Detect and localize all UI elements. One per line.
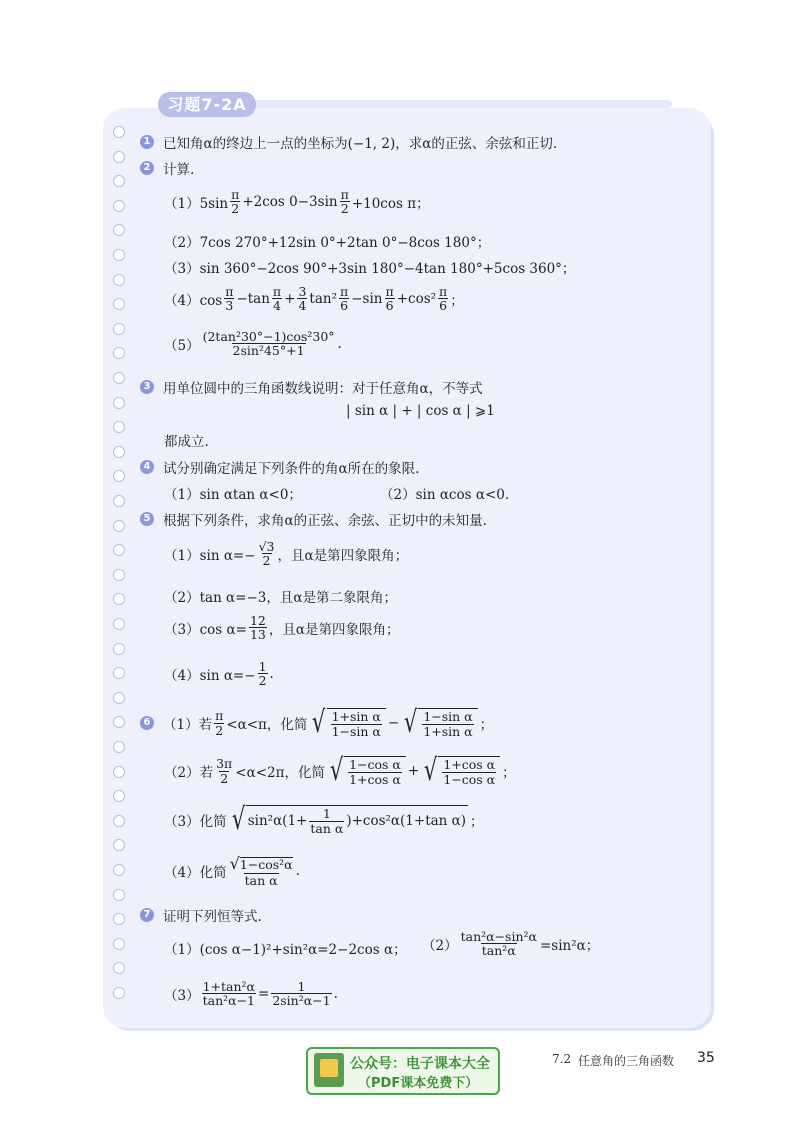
fraction: $\frac{\pi}{2}$ xyxy=(340,187,349,217)
problem-6-2: （2）若 $\frac{3\pi}{2}$ <α<2π，化简 √ $\frac{\text{1−cos α}}{\text{1+cos α}}$ + √ $\frac{\text{1+cos α}}{\text{1−cos α}}$ ； xyxy=(164,753,516,788)
binder-ring-icon xyxy=(113,766,125,778)
problem-4-1: （1）sin αtan α<0； xyxy=(164,487,302,503)
problem-5-3: （3）cos α= $\frac{12}{13}$ ，且α是第四象限角； xyxy=(164,613,400,643)
problem-5-2: （2）tan α=−3，且α是第二象限角； xyxy=(164,590,397,606)
binder-ring-icon xyxy=(113,864,125,876)
binder-ring-icon xyxy=(113,249,125,261)
problem-3-formula: | sin α | + | cos α | ⩾1 xyxy=(346,403,495,419)
sqrt: √ $\frac{\text{1+sin α}}{\text{1−sin α}}$ xyxy=(309,708,385,738)
footer-section: 7.2 xyxy=(552,1052,572,1066)
fraction: $\frac{\pi}{2}$ xyxy=(231,187,240,217)
problem-3 xyxy=(140,377,483,397)
problem-1 xyxy=(140,132,557,152)
binder-ring-icon xyxy=(113,569,125,581)
problem-7-3: （3） $\frac{\text{1+tan²α}}{\text{tan²α−1}}$ = $\frac{1}{\text{2sin²α−1}}$ . xyxy=(164,979,338,1009)
footer-chapter: 任意角的三角函数 xyxy=(578,1054,675,1068)
binder-ring-icon xyxy=(113,987,125,999)
problem-5 xyxy=(140,509,487,529)
problem-text: 试分别确定满足下列条件的角α所在的象限. xyxy=(163,461,420,477)
watermark-line2: （PDF课本免费下） xyxy=(358,1076,479,1091)
problem-7-1: （1）(cos α−1)²+sin²α=2−2cos α； xyxy=(164,942,407,958)
binder-ring-icon xyxy=(113,692,125,704)
watermark xyxy=(306,1047,500,1095)
problem-5-4: （4）sin α=− $\frac{1}{2}$ . xyxy=(164,659,274,689)
binder-ring-icon xyxy=(113,889,125,901)
binder-ring-icon xyxy=(113,126,125,138)
problem-2-2: （2）7cos 270°+12sin 0°+2tan 0°−8cos 180°； xyxy=(164,235,491,251)
problem-2-3: （3）sin 360°−2cos 90°+3sin 180°−4tan 180°+5cos 360°； xyxy=(164,261,576,277)
binder-ring-icon xyxy=(113,274,125,286)
binder-ring-icon xyxy=(113,372,125,384)
binder-ring-icon xyxy=(113,200,125,212)
watermark-line1: 公众号：电子课本大全 xyxy=(350,1056,490,1072)
expr-text: +10cos π； xyxy=(351,195,430,212)
problem-6-4: （4）化简 √ 1−cos²α tan α . xyxy=(164,854,300,888)
binder-ring-icon xyxy=(113,397,125,409)
problem-6-3: （3）化简 √ sin²α(1+ $\frac{1}{\text{tan α}}$ )+cos²α(1+tan α) ； xyxy=(164,802,484,837)
problem-7-2: （2） $\frac{\text{tan²α−sin²α}}{\text{tan²α}}$ =sin²α； xyxy=(422,929,600,959)
section-tag: 习题7-2A xyxy=(158,92,256,117)
problem-number: 1 xyxy=(140,135,154,149)
sqrt: √ $\frac{\text{1+cos α}}{\text{1−cos α}}$ xyxy=(421,756,500,786)
binder-ring-icon xyxy=(113,151,125,163)
tab-underline xyxy=(254,100,672,108)
problem-4-2: （2）sin αcos α<0. xyxy=(380,487,510,503)
problem-text: 用单位圆中的三角函数线说明：对于任意角α，不等式 xyxy=(163,381,483,397)
binder-ring-icon xyxy=(113,938,125,950)
sqrt: √ $\frac{\text{1−sin α}}{\text{1+sin α}}$ xyxy=(401,708,477,738)
problem-text: 根据下列条件，求角α的正弦、余弦、正切中的未知量. xyxy=(163,513,487,529)
binder-ring-icon xyxy=(113,520,125,532)
problem-2-1 xyxy=(164,188,430,215)
problem-number: 3 xyxy=(140,380,154,394)
problem-text: 计算. xyxy=(163,162,195,178)
binder-ring-icon xyxy=(113,618,125,630)
problem-number: 7 xyxy=(140,908,154,922)
binder-ring-icon xyxy=(113,446,125,458)
sqrt: √ $\frac{\text{1−cos α}}{\text{1+cos α}}$ xyxy=(327,756,406,786)
problem-2-5: （5） $\frac{\text{(2tan²30°−1)cos²30°}}{\text{2sin²45°+1}}$ . xyxy=(164,329,342,359)
binder-ring-icon xyxy=(113,741,125,753)
problem-2-4: （4）cos $\frac{\pi}{3}$ −tan $\frac{\pi}{4}$ + $\frac{3}{4}$ tan² $\frac{\pi}{6}$ −sin $\frac{\pi}{6}$ +cos² $\frac{\pi}{6}$ ； xyxy=(164,284,464,314)
binder-ring-icon xyxy=(113,495,125,507)
problem-7 xyxy=(140,905,262,925)
sqrt: √ sin²α(1+ $\frac{1}{\text{tan α}}$ )+cos²α(1+tan α) xyxy=(231,802,467,837)
problem-text: 证明下列恒等式. xyxy=(163,909,262,925)
book-logo-icon xyxy=(314,1053,344,1087)
expr-text: （1）5sin xyxy=(164,195,229,212)
problem-6-1: 6 （1）若 $\frac{\pi}{2}$ <α<π，化简 √ $\frac{\text{1+sin α}}{\text{1−sin α}}$ − √ $\frac{\text{1−sin α}}{\text{1+sin α}}$ ； xyxy=(140,708,493,738)
binder-ring-icon xyxy=(113,643,125,655)
problem-2 xyxy=(140,158,194,178)
binder-ring-icon xyxy=(113,815,125,827)
problem-5-1: （1）sin α=− $\frac{√3}{2}$ ，且α是第四象限角； xyxy=(164,539,409,569)
page-number: 35 xyxy=(697,1050,715,1066)
problem-3-tail: 都成立. xyxy=(164,434,209,450)
problem-number: 2 xyxy=(140,161,154,175)
problem-text: 已知角α的终边上一点的坐标为(−1, 2)，求α的正弦、余弦和正切. xyxy=(163,136,558,152)
problem-number: 4 xyxy=(140,460,154,474)
problem-number: 6 xyxy=(140,716,154,730)
binder-ring-icon xyxy=(113,323,125,335)
problem-number: 5 xyxy=(140,512,154,526)
problem-4 xyxy=(140,457,419,477)
expr-text: +2cos 0−3sin xyxy=(242,193,338,210)
